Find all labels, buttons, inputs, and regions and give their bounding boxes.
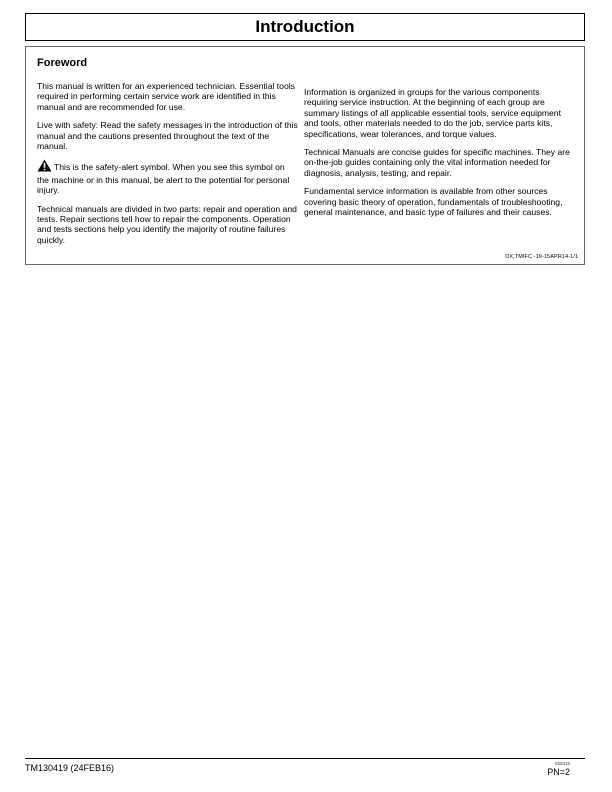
paragraph: Information is organized in groups for the various components requiring service instruction. At the beginning of each group are summary listings of all applicable essential tools, service equipment and tools, other materials needed to do the job, service parts kits, specifications, wear tolerances, and torque values.: [304, 87, 561, 139]
paragraph: Live with safety: Read the safety messages in the introduction of this manual and the cautions presented throughout the text of the manual.: [37, 120, 298, 152]
paragraph-safety-alert: [37, 159, 299, 195]
right-column: [304, 87, 574, 225]
paragraph: Fundamental service information is available from other sources covering basic theory of operation, fundamentals of troubleshooting, general maintenance, and basic type of failures and their causes.: [304, 186, 563, 218]
safety-alert-icon: [37, 159, 52, 174]
chapter-title-text: Introduction: [255, 17, 355, 36]
footer-divider: [25, 758, 585, 759]
chapter-title: [25, 13, 585, 41]
paragraph: This manual is written for an experienced technician. Essential tools required in performing certain service work are identified in this manual and are recommended for use.: [37, 81, 295, 112]
footer-small-code: 020316: [554, 761, 570, 766]
paragraph: Technical Manuals are concise guides for specific machines. They are on-the-job guides containing only the vital information needed for diagnosis, analysis, testing, and repair.: [304, 147, 570, 178]
reference-code: DX,TMIFC -19-15APR14-1/1: [505, 254, 578, 260]
footer-doc-id: TM130419 (24FEB16): [25, 763, 115, 773]
paragraph: Technical manuals are divided in two parts: repair and operation and tests. Repair sections tell how to repair the components. Operation and tests sections help you identify the majority of routine failures quickly.: [37, 203, 297, 245]
foreword-section: [25, 46, 585, 265]
left-column: [37, 81, 299, 253]
section-heading: Foreword: [37, 57, 88, 69]
footer-page-number: PN=2: [547, 767, 570, 777]
safety-alert-text: This is the safety-alert symbol. When you see this symbol on the machine or in this manual, be alert to the potential for personal injury.: [37, 162, 290, 196]
